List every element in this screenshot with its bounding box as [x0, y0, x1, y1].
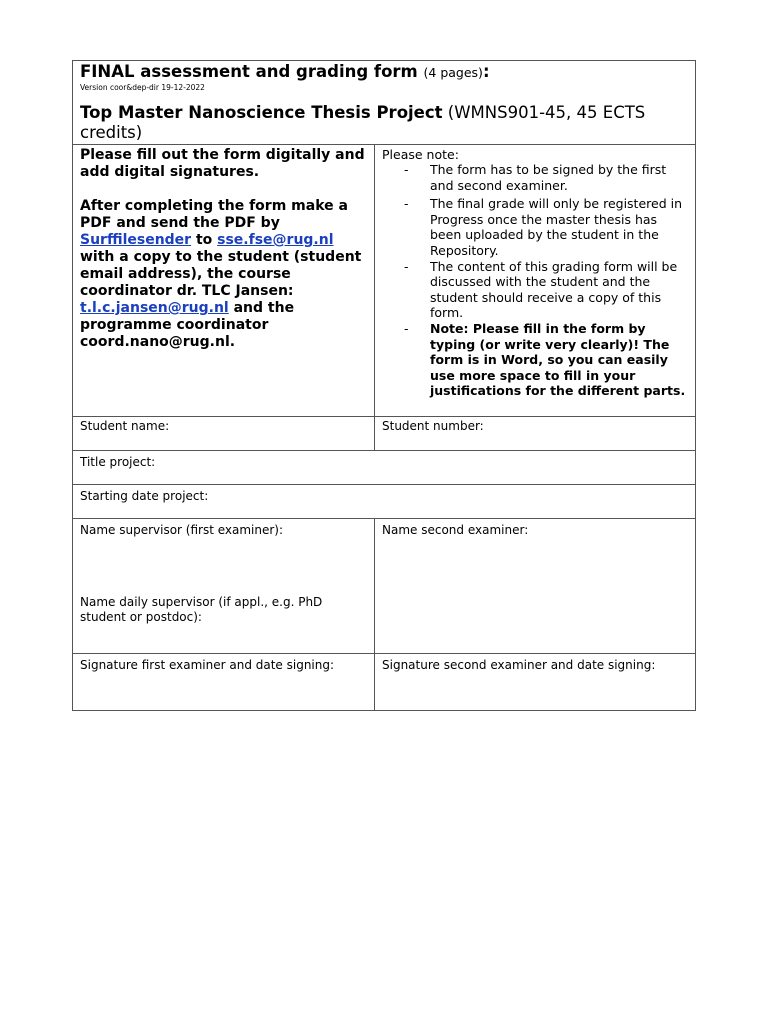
- title-row: [73, 450, 695, 484]
- form-pages: (4 pages): [423, 65, 483, 80]
- instruction-to-text: to: [195, 232, 213, 248]
- student-row: [73, 416, 695, 450]
- notes-heading: Please note:: [382, 147, 459, 162]
- note-text: Note: Please fill in the form by typing (or write very clearly)! The form is in Word, so you can easily use more space to fill in your justifications for the different parts.: [430, 320, 686, 399]
- note-dash: -: [404, 162, 409, 177]
- note-text: The form has to be signed by the first and second examiner.: [430, 162, 667, 193]
- note-dash: -: [404, 196, 409, 212]
- form-title-colon: :: [482, 62, 490, 81]
- daily-supervisor-label: Name daily supervisor (if appl., e.g. PhD student or postdoc):: [80, 595, 323, 624]
- note-item: [404, 162, 688, 193]
- note-text: The content of this grading form will be discussed with the student and the student should receive a copy of this form.: [430, 258, 678, 321]
- supervisor-label: Name supervisor (first examiner):: [80, 523, 284, 537]
- form-title-text: FINAL assessment and grading form: [80, 62, 418, 81]
- second-examiner-label: Name second examiner:: [382, 523, 529, 537]
- signature-first-label: Signature first examiner and date signing:: [80, 658, 335, 672]
- note-item: [404, 321, 688, 399]
- instructions-cell: [73, 145, 375, 416]
- header-row: [73, 61, 695, 144]
- starting-date-field[interactable]: [73, 485, 695, 518]
- notes-list: [382, 162, 688, 399]
- starting-date-label: Starting date project:: [80, 489, 209, 503]
- title-project-field[interactable]: [73, 451, 695, 484]
- student-number-label: Student number:: [382, 419, 484, 433]
- note-item: [404, 259, 688, 321]
- signature-first-field[interactable]: [73, 654, 375, 710]
- form-title: [80, 62, 688, 83]
- date-row: [73, 484, 695, 518]
- project-title-bold: Top Master Nanoscience Thesis Project: [80, 103, 443, 122]
- student-name-label: Student name:: [80, 419, 170, 433]
- instruction-fill-digitally: Please fill out the form digitally and add digital signatures.: [80, 147, 365, 180]
- instruction-coordinator-text: and the programme coordinator coord.nano@rug.nl.: [80, 300, 295, 350]
- signature-second-label: Signature second examiner and date signing:: [382, 658, 656, 672]
- instruction-copy-text: with a copy to the student (student email address), the course coordinator dr. TLC Jansen:: [80, 249, 362, 299]
- header-cell: [73, 61, 695, 144]
- note-text: The final grade will only be registered in Progress once the master thesis has been uploaded by the student in the Repository.: [430, 196, 683, 258]
- jansen-email-link[interactable]: t.l.c.jansen@rug.nl: [80, 300, 229, 316]
- note-item: [404, 196, 688, 258]
- notes-cell: [375, 145, 695, 416]
- instruction-send-pdf: [80, 198, 367, 351]
- supervisor-row: [73, 518, 695, 653]
- surffilesender-link[interactable]: Surffilesender: [80, 232, 192, 248]
- signature-second-field[interactable]: [375, 654, 695, 710]
- sse-email-link[interactable]: sse.fse@rug.nl: [217, 232, 334, 248]
- signature-row: [73, 653, 695, 710]
- supervisor-field[interactable]: [73, 519, 375, 653]
- project-title: [80, 103, 688, 143]
- title-project-label: Title project:: [80, 455, 156, 469]
- second-examiner-field[interactable]: [375, 519, 695, 653]
- project-title-code: (WMNS901-45, 45 ECTS credits): [80, 103, 646, 142]
- version-text: Version coor&dep-dir 19-12-2022: [80, 83, 205, 92]
- student-name-field[interactable]: [73, 417, 375, 450]
- instructions-row: [73, 144, 695, 416]
- grading-form: [72, 60, 696, 711]
- student-number-field[interactable]: [375, 417, 695, 450]
- instruction-send-text: After completing the form make a PDF and send the PDF by: [80, 198, 348, 231]
- note-dash: -: [404, 258, 409, 274]
- note-dash: -: [404, 320, 409, 336]
